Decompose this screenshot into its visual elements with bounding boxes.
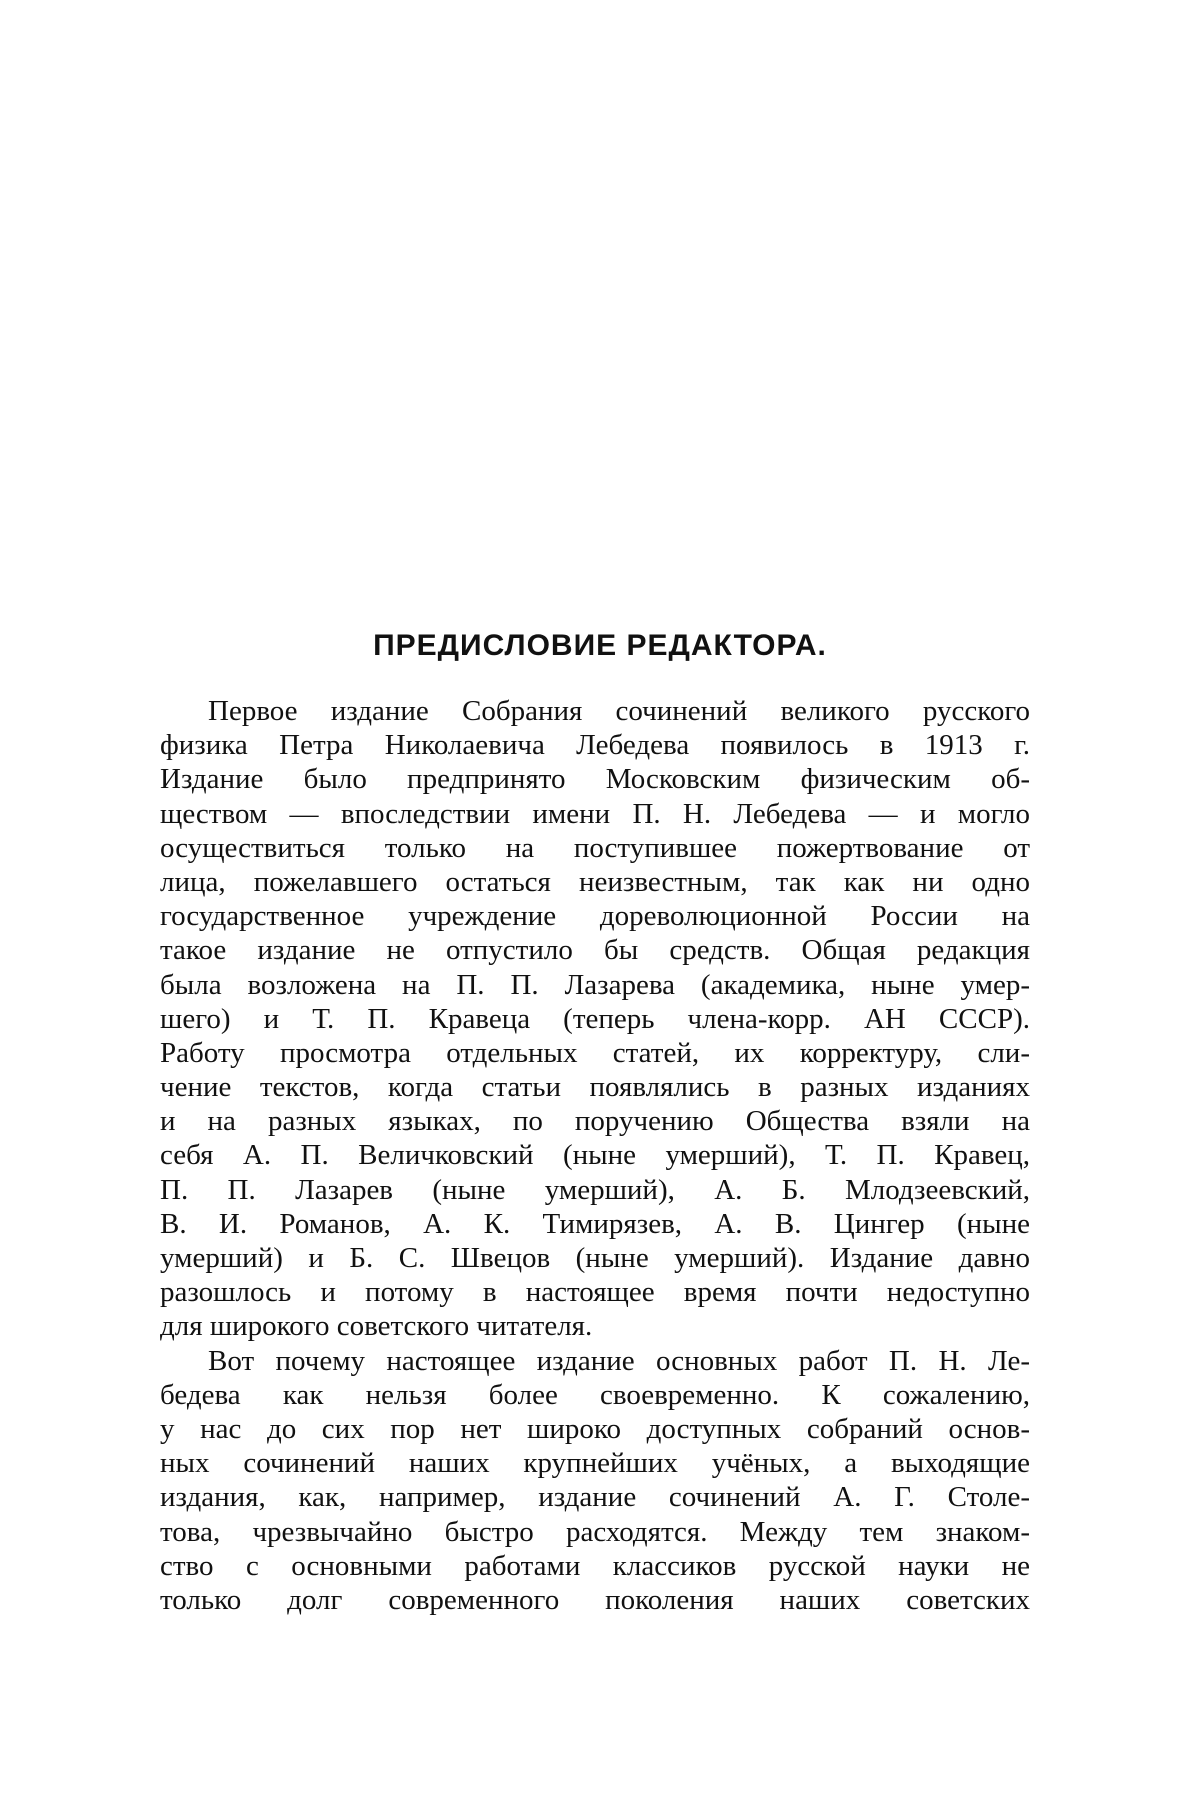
paragraph-1 [160, 694, 1030, 1344]
text-line: умерший) и Б. С. Швецов (ныне умерший). Издание давно [160, 1242, 1030, 1274]
text-line: и на разных языках, по поручению Общества взяли на [160, 1105, 1030, 1138]
paragraph-2 [160, 1344, 1030, 1618]
text-line: ных сочинений наших крупнейших учёных, а выходящие [160, 1447, 1030, 1480]
text-line: только долг современного поколения наших советских [160, 1583, 1030, 1616]
text-line: това, чрезвычайно быстро расходятся. Между тем знаком- [160, 1515, 1030, 1548]
text-line: шего) и Т. П. Кравеца (теперь члена-корр. АН СССР). [160, 1002, 1030, 1035]
text-line: разошлось и потому в настоящее время почти недоступно [160, 1276, 1030, 1309]
text-line: Издание было предпринято Московским физическим об- [160, 763, 1030, 796]
text-line: ство с основными работами классиков русской науки не [160, 1549, 1030, 1582]
text-line: государственное учреждение дореволюционной России на [160, 900, 1030, 933]
text-line: бедева как нельзя более своевременно. К сожалению, [160, 1378, 1030, 1411]
text-line: у нас до сих пор нет широко доступных собраний основ- [160, 1412, 1030, 1445]
text-line: себя А. П. Величковский (ныне умерший), Т. П. Кравец, [160, 1139, 1030, 1172]
text-line: для широкого советского читателя. [160, 1310, 593, 1343]
text-line: осуществиться только на поступившее пожертвование от [160, 831, 1030, 864]
text-line: лица, пожелавшего остаться неизвестным, так как ни одно [160, 865, 1030, 898]
text-line: Работу просмотра отдельных статей, их корректуру, сли- [160, 1036, 1030, 1069]
text-line: чение текстов, когда статьи появлялись в разных изданиях [160, 1071, 1030, 1104]
page-title: ПРЕДИСЛОВИЕ РЕДАКТОРА. [373, 629, 827, 662]
text-line: Первое издание Собрания сочинений великого русского [208, 695, 1030, 727]
text-line: ществом — впоследствии имени П. Н. Лебедева — и могло [160, 797, 1030, 830]
text-line: В. И. Романов, А. К. Тимирязев, А. В. Цингер (ныне [160, 1207, 1030, 1240]
text-line: издания, как, например, издание сочинений А. Г. Столе- [160, 1481, 1030, 1514]
body-text [160, 694, 1030, 1617]
text-line: физика Петра Николаевича Лебедева появилось в 1913 г. [160, 729, 1030, 762]
text-line: была возложена на П. П. Лазарева (академика, ныне умер- [160, 968, 1030, 1001]
text-line: П. П. Лазарев (ныне умерший), А. Б. Млодзеевский, [160, 1173, 1030, 1206]
text-line: такое издание не отпустило бы средств. Общая редакция [160, 934, 1030, 967]
text-line: Вот почему настоящее издание основных работ П. Н. Ле- [208, 1344, 1030, 1377]
